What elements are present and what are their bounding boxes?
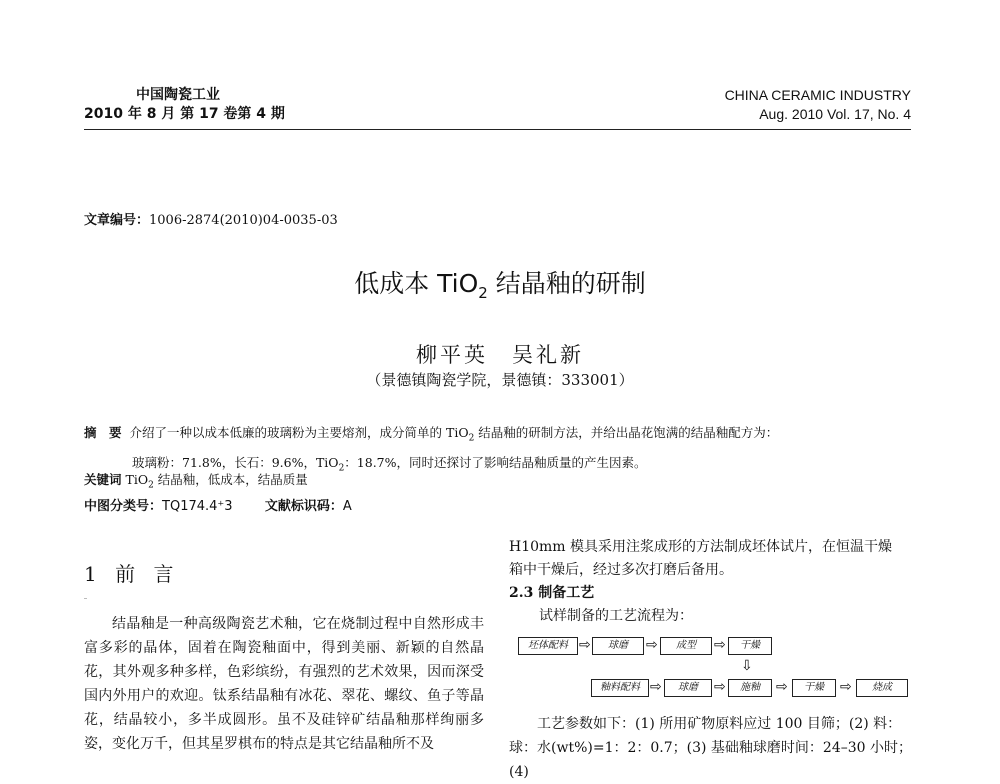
doc-code-value: A (342, 499, 352, 514)
article-number-label: 文章编号： (84, 213, 150, 228)
flow-box-ball-mill-2: 球磨 (664, 679, 712, 697)
journal-name-en: CHINA CERAMIC INDUSTRY (724, 87, 911, 103)
flow-box-glazing: 施釉 (728, 679, 772, 697)
flow-box-ball-mill: 球磨 (592, 637, 644, 655)
section-divider (84, 598, 87, 599)
article-number (84, 209, 338, 228)
arrow-right-icon: ⇨ (840, 679, 852, 695)
arrow-right-icon: ⇨ (714, 637, 726, 653)
process-intro: 试样制备的工艺流程为： (539, 608, 693, 624)
header-rule (84, 129, 911, 130)
arrow-right-icon: ⇨ (646, 637, 658, 653)
process-parameters (509, 712, 924, 784)
flow-box-body-batching: 坯体配料 (518, 637, 578, 655)
right-column (509, 536, 924, 628)
abstract-line1-b: 结晶釉的研制方法，并给出晶花饱满的结晶釉配方为： (474, 425, 779, 440)
journal-name-cn: 中国陶瓷工业 (136, 87, 220, 103)
issue-cn: 2010 年 8 月 第 17 卷第 4 期 (84, 106, 285, 122)
arrow-down-icon: ⇩ (741, 658, 753, 674)
keywords-post: 结晶釉，低成本，结晶质量 (153, 472, 308, 487)
abstract-line2-sub: 2 (338, 463, 345, 473)
clc-value: TQ174.4⁺3 (162, 499, 233, 514)
article-number-value: 1006-2874(2010)04-0035-03 (149, 213, 338, 228)
authors: 柳平英 吴礼新 (416, 343, 584, 367)
abstract-label: 摘 要 (84, 425, 122, 440)
clc-label: 中图分类号： (84, 499, 163, 514)
journal-header-cn (84, 86, 285, 124)
affiliation: （景德镇陶瓷学院，景德镇：333001） (366, 371, 634, 389)
intro-paragraph: 结晶釉是一种高级陶瓷艺术釉，它在烧制过程中自然形成丰富多彩的晶体，固着在陶瓷釉面中，得到美丽、新颖的自然晶花，其外观多种多样，色彩缤纷，有强烈的艺术效果，因而深受国内外用户的欢迎。钛系结晶釉有冰花、翠花、螺纹、鱼子等晶花，结晶较小，多半成圆形。虽不及硅锌矿结晶釉那样绚丽多姿，变化万千，但其星罗棋布的特点是其它结晶釉所不及 (84, 616, 484, 752)
abstract-line1-a: 介绍了一种以成本低廉的玻璃粉为主要熔剂，成分简单的 TiO (129, 425, 469, 440)
params-line-1: 工艺参数如下：(1) 所用矿物原料应过 100 目筛；(2) 料： (537, 716, 902, 732)
abstract-line2-b: ：18.7%，同时还探讨了影响结晶釉质量的产生因素。 (344, 454, 647, 470)
abstract-line1-sub: 2 (468, 433, 475, 444)
title-text-post: 结晶釉的研制 (487, 269, 646, 298)
arrow-right-icon: ⇨ (776, 679, 788, 695)
params-line-2: 球：水(wt%)=1：2：0.7；(3) 基础釉球磨时间：24–30 小时；(4) (509, 740, 913, 780)
flow-box-glaze-batching: 釉料配料 (591, 679, 649, 697)
flow-box-drying-2: 干燥 (792, 679, 836, 697)
doc-code-label: 文献标识码： (264, 499, 343, 514)
arrow-right-icon: ⇨ (714, 679, 726, 695)
keywords (84, 470, 308, 491)
issue-en: Aug. 2010 Vol. 17, No. 4 (759, 106, 911, 122)
keywords-label: 关键词 (84, 472, 122, 487)
flow-box-forming: 成型 (660, 637, 712, 655)
title-text-pre: 低成本 TiO (354, 269, 479, 298)
flow-box-firing: 烧成 (856, 679, 908, 697)
keywords-pre: TiO (121, 472, 149, 487)
section-heading-1: 1 前 言 (84, 562, 180, 586)
left-column (84, 612, 484, 756)
arrow-right-icon: ⇨ (579, 637, 591, 653)
subsection-heading-2-3: 2.3 制备工艺 (509, 585, 595, 601)
flow-box-drying: 干燥 (728, 637, 772, 655)
abstract-line2-a: 玻璃粉：71.8%，长石：9.6%，TiO (132, 454, 339, 470)
arrow-right-icon: ⇨ (650, 679, 662, 695)
keywords-sub: 2 (148, 480, 154, 491)
classification (84, 495, 352, 514)
continued-line-1: H10mm 模具采用注浆成形的方法制成坯体试片，在恒温干燥 (509, 539, 893, 555)
title-subscript: 2 (478, 284, 488, 302)
paper-title (0, 264, 1000, 302)
continued-line-2: 箱中干燥后，经过多次打磨后备用。 (509, 562, 733, 578)
journal-header-en (725, 86, 911, 124)
